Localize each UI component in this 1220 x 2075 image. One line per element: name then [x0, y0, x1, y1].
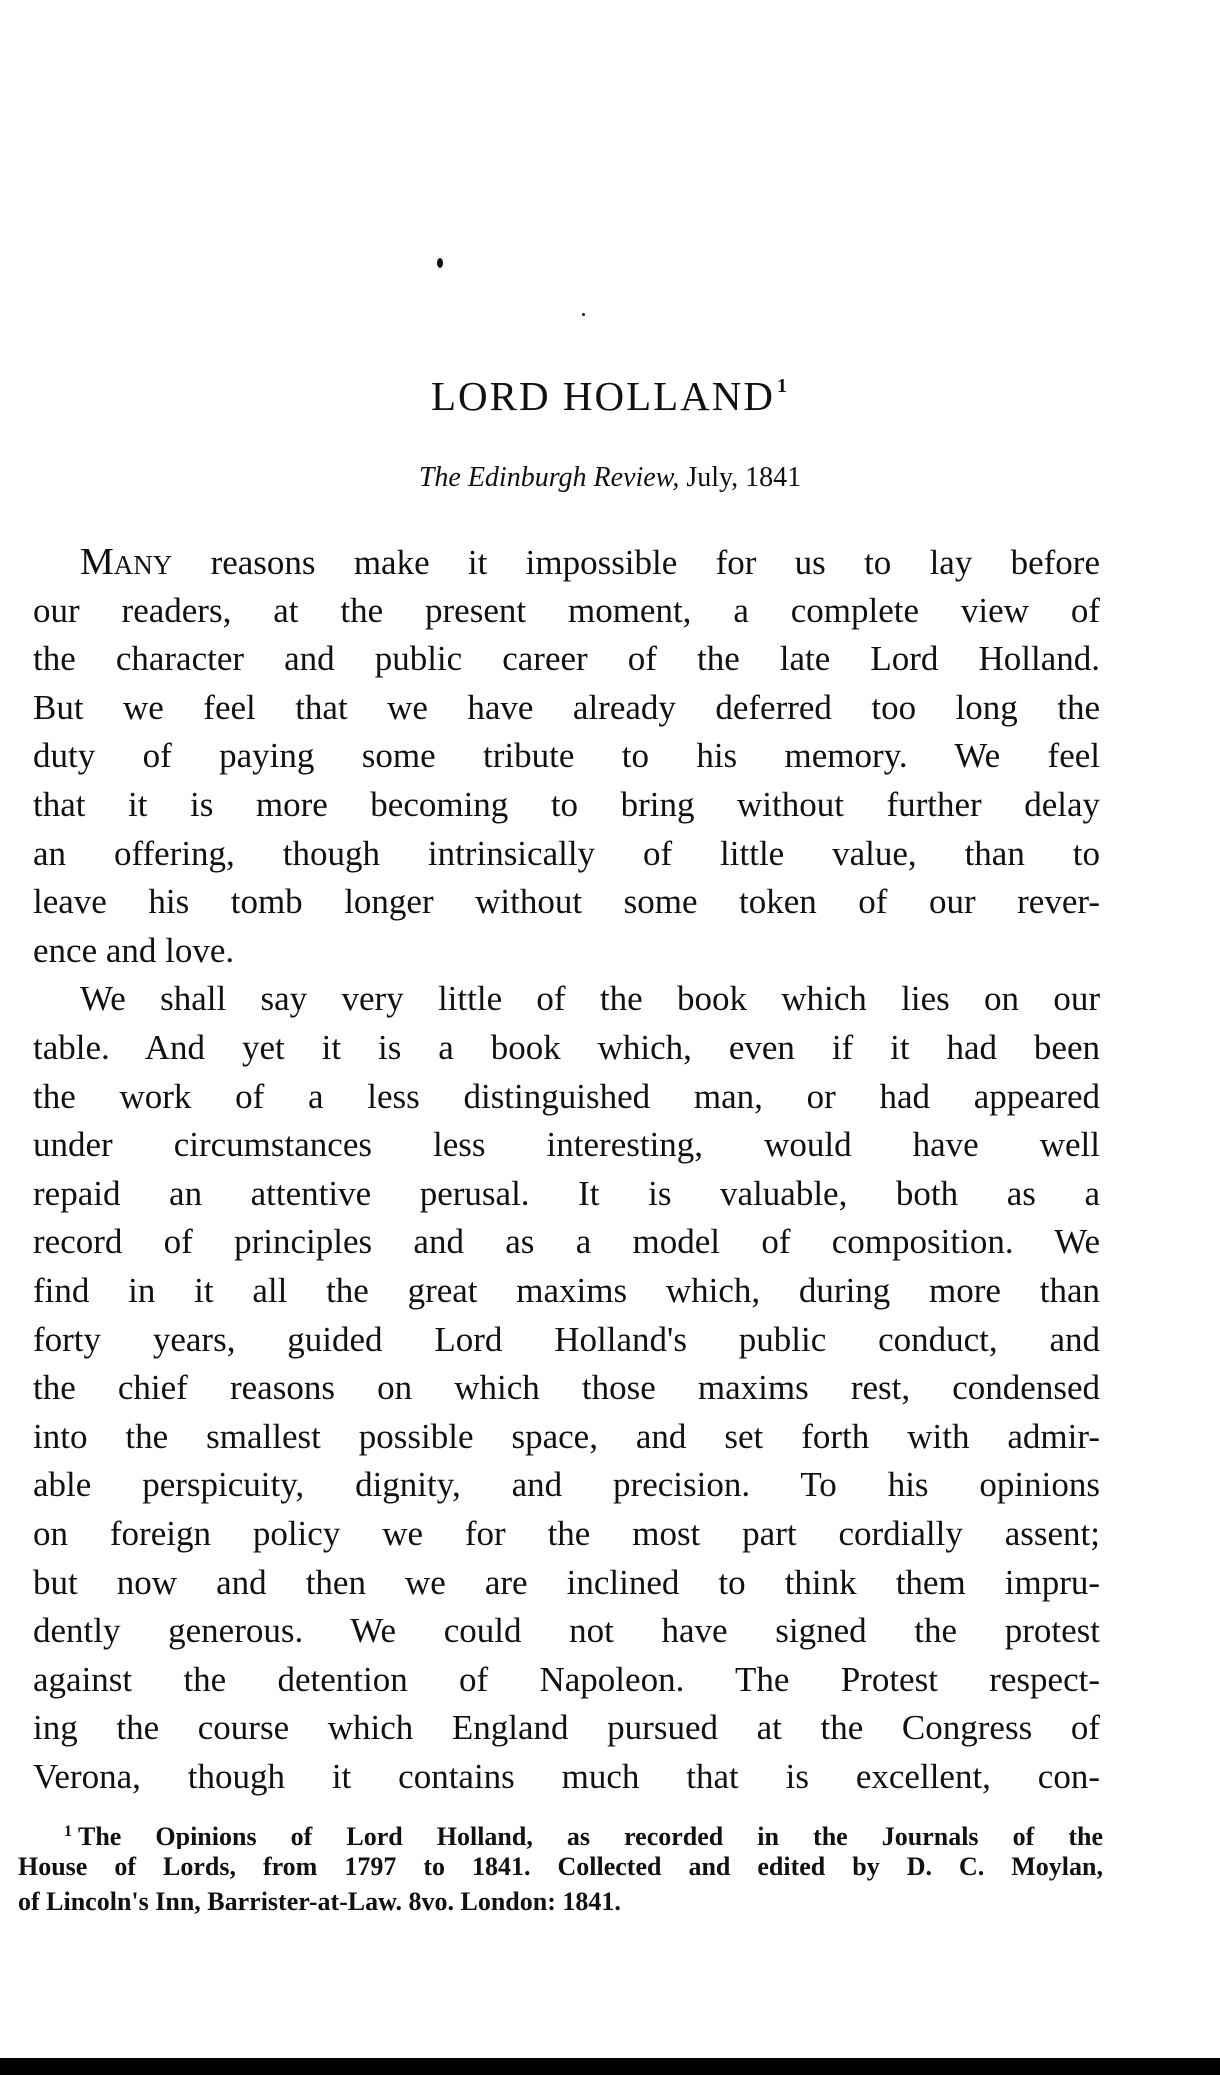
footnote-line — [18, 1852, 1103, 1884]
text-line: ing the course which England pursued at the Congress of — [33, 1708, 1100, 1748]
text-line: an offering, though intrinsically of little value, than to — [33, 833, 1100, 873]
text-line: record of principles and as a model of composition. We — [33, 1222, 1100, 1262]
footnote-line — [18, 1887, 1103, 1919]
text-line: the chief reasons on which those maxims rest, condensed — [33, 1368, 1100, 1408]
footnote-text: The Opinions of Lord Holland, as recorded in the Journals of the — [78, 1822, 1103, 1849]
text-line: But we feel that we have already deferred too long the — [33, 687, 1100, 727]
publication-date: July, 1841 — [679, 462, 802, 493]
text-line: We shall say very little of the book which lies on our — [80, 979, 1100, 1019]
footnote-line — [64, 1817, 1103, 1849]
text-line: on foreign policy we for the most part cordially assent; — [33, 1514, 1100, 1553]
footnote-text: House of Lords, from 1797 to 1841. Collected and edited by D. C. Moylan, — [18, 1852, 1103, 1881]
text-line: ence and love. — [33, 930, 235, 970]
text-line: against the detention of Napoleon. The Protest respect- — [33, 1659, 1100, 1699]
footnote-marker: 1 — [777, 375, 789, 397]
ink-speck — [437, 258, 443, 268]
text-line: repaid an attentive perusal. It is valuable, both as a — [33, 1173, 1100, 1213]
text-line: the work of a less distinguished man, or had appeared — [33, 1076, 1100, 1116]
source-line — [0, 462, 1220, 494]
text-line: but now and then we are inclined to think them impru- — [33, 1562, 1100, 1602]
line-text: reasons make it impossible for us to lay before — [172, 543, 1100, 582]
text-line: forty years, guided Lord Holland's public conduct, and — [33, 1319, 1100, 1359]
footnote-text: of Lincoln's Inn, Barrister-at-Law. 8vo. London: 1841. — [18, 1887, 621, 1916]
publication-name: The Edinburgh Review, — [418, 462, 680, 493]
text-line: leave his tomb longer without some token of our rever- — [33, 882, 1100, 922]
chapter-title — [0, 372, 1220, 420]
footnote-number: 1 — [64, 1823, 72, 1840]
text-line: that it is more becoming to bring without further delay — [33, 785, 1100, 824]
text-line: our readers, at the present moment, a complete view of — [33, 590, 1100, 630]
lead-word: Many — [80, 542, 173, 582]
text-line: find in it all the great maxims which, during more than — [33, 1271, 1100, 1310]
text-line: able perspicuity, dignity, and precision. To his opinions — [33, 1465, 1100, 1505]
text-line: under circumstances less interesting, would have well — [33, 1125, 1100, 1165]
text-line: duty of paying some tribute to his memory. We feel — [33, 736, 1100, 776]
text-line: the character and public career of the late Lord Holland. — [33, 639, 1100, 679]
text-line: Verona, though it contains much that is excellent, con- — [33, 1757, 1100, 1796]
text-line — [80, 542, 1100, 582]
ink-speck — [582, 313, 585, 316]
text-line: dently generous. We could not have signed the protest — [33, 1611, 1100, 1651]
text-line: into the smallest possible space, and set forth with admir- — [33, 1416, 1100, 1456]
page-bottom-edge — [0, 2058, 1220, 2075]
text-line: table. And yet it is a book which, even if it had been — [33, 1028, 1100, 1067]
title-text: LORD HOLLAND — [431, 373, 775, 419]
